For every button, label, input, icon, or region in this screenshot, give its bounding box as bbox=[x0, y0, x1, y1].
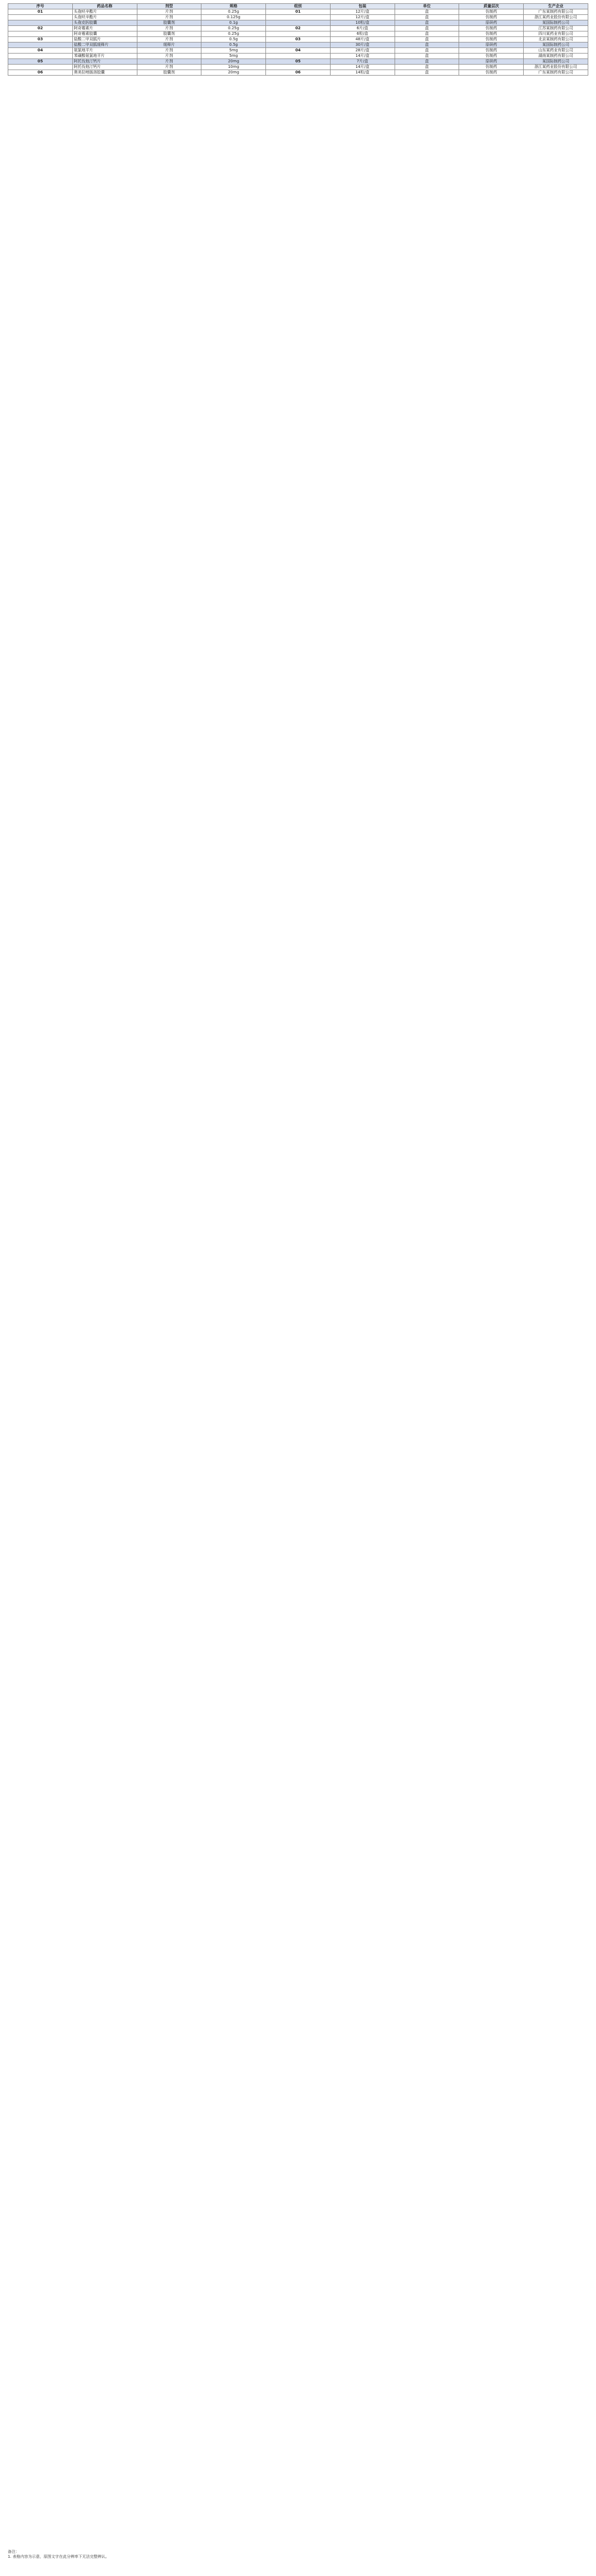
table-cell: 阿奇霉素片 bbox=[72, 26, 137, 31]
table-cell: 0.1g bbox=[201, 20, 266, 26]
table-cell: 胶囊剂 bbox=[137, 20, 201, 26]
table-cell bbox=[8, 20, 73, 26]
table-cell: 仿制药 bbox=[459, 15, 524, 20]
column-header: 药品名称 bbox=[72, 4, 137, 9]
table-cell: 06 bbox=[266, 70, 331, 76]
table-body bbox=[8, 9, 588, 76]
column-header: 质量层次 bbox=[459, 4, 524, 9]
table-cell: 阿托伐他汀钙片 bbox=[72, 65, 137, 70]
table-cell: 盒 bbox=[395, 31, 459, 37]
table-cell bbox=[266, 42, 331, 48]
table-cell: 48片/盒 bbox=[330, 37, 395, 42]
table-cell bbox=[266, 20, 331, 26]
table-cell: 北京某制药有限公司 bbox=[524, 37, 588, 42]
table-cell: 原研药 bbox=[459, 42, 524, 48]
table-cell: 05 bbox=[8, 59, 73, 65]
table-cell: 5mg bbox=[201, 48, 266, 54]
table-cell: 盒 bbox=[395, 15, 459, 20]
table-cell: 盒 bbox=[395, 70, 459, 76]
table-cell: 01 bbox=[8, 9, 73, 15]
table-row bbox=[8, 15, 588, 20]
table-cell: 仿制药 bbox=[459, 48, 524, 54]
table-row bbox=[8, 42, 588, 48]
table-cell: 14片/盒 bbox=[330, 54, 395, 59]
table-header-row bbox=[8, 4, 588, 9]
table-cell: 片剂 bbox=[137, 15, 201, 20]
table-cell bbox=[8, 54, 73, 59]
table-cell: 盒 bbox=[395, 20, 459, 26]
table-cell: 20mg bbox=[201, 70, 266, 76]
table-cell: 14粒/盒 bbox=[330, 70, 395, 76]
table-cell bbox=[266, 15, 331, 20]
footnote-line: 备注： bbox=[8, 2550, 19, 2554]
table-cell: 仿制药 bbox=[459, 31, 524, 37]
table-cell: 5mg bbox=[201, 54, 266, 59]
table-cell: 某国际制药公司 bbox=[524, 59, 588, 65]
table-cell: 苯磺酸氨氯地平片 bbox=[72, 54, 137, 59]
table-cell: 广东某制药有限公司 bbox=[524, 70, 588, 76]
table-row bbox=[8, 65, 588, 70]
table-cell: 仿制药 bbox=[459, 65, 524, 70]
table-cell: 05 bbox=[266, 59, 331, 65]
table-cell: 14片/盒 bbox=[330, 65, 395, 70]
table-cell bbox=[8, 42, 73, 48]
table-cell: 片剂 bbox=[137, 48, 201, 54]
table-cell: 盒 bbox=[395, 48, 459, 54]
table-cell: 28片/盒 bbox=[330, 48, 395, 54]
table-cell: 广东某制药有限公司 bbox=[524, 9, 588, 15]
table-cell: 盒 bbox=[395, 65, 459, 70]
column-header: 规格 bbox=[201, 4, 266, 9]
table-cell bbox=[8, 31, 73, 37]
table-cell: 片剂 bbox=[137, 59, 201, 65]
table-cell: 仿制药 bbox=[459, 9, 524, 15]
table-cell: 原研药 bbox=[459, 59, 524, 65]
table-cell: 片剂 bbox=[137, 37, 201, 42]
table-cell: 盐酸二甲双胍缓释片 bbox=[72, 42, 137, 48]
table-cell: 03 bbox=[266, 37, 331, 42]
table-cell: 04 bbox=[266, 48, 331, 54]
table-cell: 仿制药 bbox=[459, 37, 524, 42]
table-cell bbox=[266, 54, 331, 59]
table-cell: 胶囊剂 bbox=[137, 70, 201, 76]
table-cell: 6粒/盒 bbox=[330, 31, 395, 37]
table-cell: 头孢呋辛酯片 bbox=[72, 9, 137, 15]
table-row bbox=[8, 48, 588, 54]
data-table bbox=[8, 3, 588, 76]
table-cell: 浙江某药业股份有限公司 bbox=[524, 15, 588, 20]
table-cell: 奥美拉唑肠溶胶囊 bbox=[72, 70, 137, 76]
table-cell: 0.25g bbox=[201, 26, 266, 31]
table-cell bbox=[266, 31, 331, 37]
table-cell: 04 bbox=[8, 48, 73, 54]
table-cell: 盒 bbox=[395, 54, 459, 59]
table-cell: 四川某药业有限公司 bbox=[524, 31, 588, 37]
table-cell: 原研药 bbox=[459, 20, 524, 26]
table-cell: 浙江某药业股份有限公司 bbox=[524, 65, 588, 70]
table-cell: 湖南某制药有限公司 bbox=[524, 54, 588, 59]
table-row bbox=[8, 37, 588, 42]
table-cell: 盒 bbox=[395, 9, 459, 15]
table-cell: 某国际制药公司 bbox=[524, 20, 588, 26]
table-cell: 20mg bbox=[201, 59, 266, 65]
table-cell: 02 bbox=[8, 26, 73, 31]
table-cell: 01 bbox=[266, 9, 331, 15]
table-row bbox=[8, 54, 588, 59]
column-header: 组别 bbox=[266, 4, 331, 9]
table-row bbox=[8, 31, 588, 37]
table-cell: 盒 bbox=[395, 59, 459, 65]
table-cell: 10mg bbox=[201, 65, 266, 70]
footnote-line: 1. 表格内容为示意，原图文字在此分辨率下无法完整辨认。 bbox=[8, 2554, 109, 2559]
column-header: 剂型 bbox=[137, 4, 201, 9]
table-cell: 0.5g bbox=[201, 42, 266, 48]
column-header: 单位 bbox=[395, 4, 459, 9]
table-cell: 缓释片 bbox=[137, 42, 201, 48]
table-cell: 盒 bbox=[395, 37, 459, 42]
table-cell: 03 bbox=[8, 37, 73, 42]
table-cell: 阿托伐他汀钙片 bbox=[72, 59, 137, 65]
table-cell: 江苏某制药有限公司 bbox=[524, 26, 588, 31]
table-cell: 仿制药 bbox=[459, 54, 524, 59]
table-cell: 片剂 bbox=[137, 54, 201, 59]
table-cell bbox=[8, 15, 73, 20]
table-cell: 盐酸二甲双胍片 bbox=[72, 37, 137, 42]
table-cell: 阿奇霉素胶囊 bbox=[72, 31, 137, 37]
table-cell: 6片/盒 bbox=[330, 26, 395, 31]
column-header: 生产企业 bbox=[524, 4, 588, 9]
table-cell: 胶囊剂 bbox=[137, 31, 201, 37]
table-cell: 06 bbox=[8, 70, 73, 76]
table-cell bbox=[266, 65, 331, 70]
table-cell: 盒 bbox=[395, 26, 459, 31]
table-cell: 0.25g bbox=[201, 31, 266, 37]
table-cell: 氨氯地平片 bbox=[72, 48, 137, 54]
table-cell: 0.125g bbox=[201, 15, 266, 20]
table-cell: 0.25g bbox=[201, 9, 266, 15]
table-cell: 10粒/盒 bbox=[330, 20, 395, 26]
table-cell: 某国际制药公司 bbox=[524, 42, 588, 48]
table-row bbox=[8, 20, 588, 26]
table-cell: 仿制药 bbox=[459, 26, 524, 31]
table-cell: 仿制药 bbox=[459, 70, 524, 76]
drug-price-table bbox=[8, 3, 588, 76]
table-cell: 0.5g bbox=[201, 37, 266, 42]
column-header: 序号 bbox=[8, 4, 73, 9]
table-row bbox=[8, 9, 588, 15]
footnotes bbox=[8, 2550, 588, 2559]
table-row bbox=[8, 70, 588, 76]
table-row bbox=[8, 26, 588, 31]
table-cell: 片剂 bbox=[137, 26, 201, 31]
table-cell bbox=[8, 65, 73, 70]
table-cell: 片剂 bbox=[137, 9, 201, 15]
table-cell: 02 bbox=[266, 26, 331, 31]
table-cell: 12片/盒 bbox=[330, 9, 395, 15]
table-cell: 头孢呋辛酯片 bbox=[72, 15, 137, 20]
table-cell: 7片/盒 bbox=[330, 59, 395, 65]
table-cell: 盒 bbox=[395, 42, 459, 48]
column-header: 包装 bbox=[330, 4, 395, 9]
table-cell: 12片/盒 bbox=[330, 15, 395, 20]
table-cell: 片剂 bbox=[137, 65, 201, 70]
table-cell: 头孢克肟胶囊 bbox=[72, 20, 137, 26]
table-cell: 30片/盒 bbox=[330, 42, 395, 48]
table-row bbox=[8, 59, 588, 65]
table-cell: 山东某药业有限公司 bbox=[524, 48, 588, 54]
